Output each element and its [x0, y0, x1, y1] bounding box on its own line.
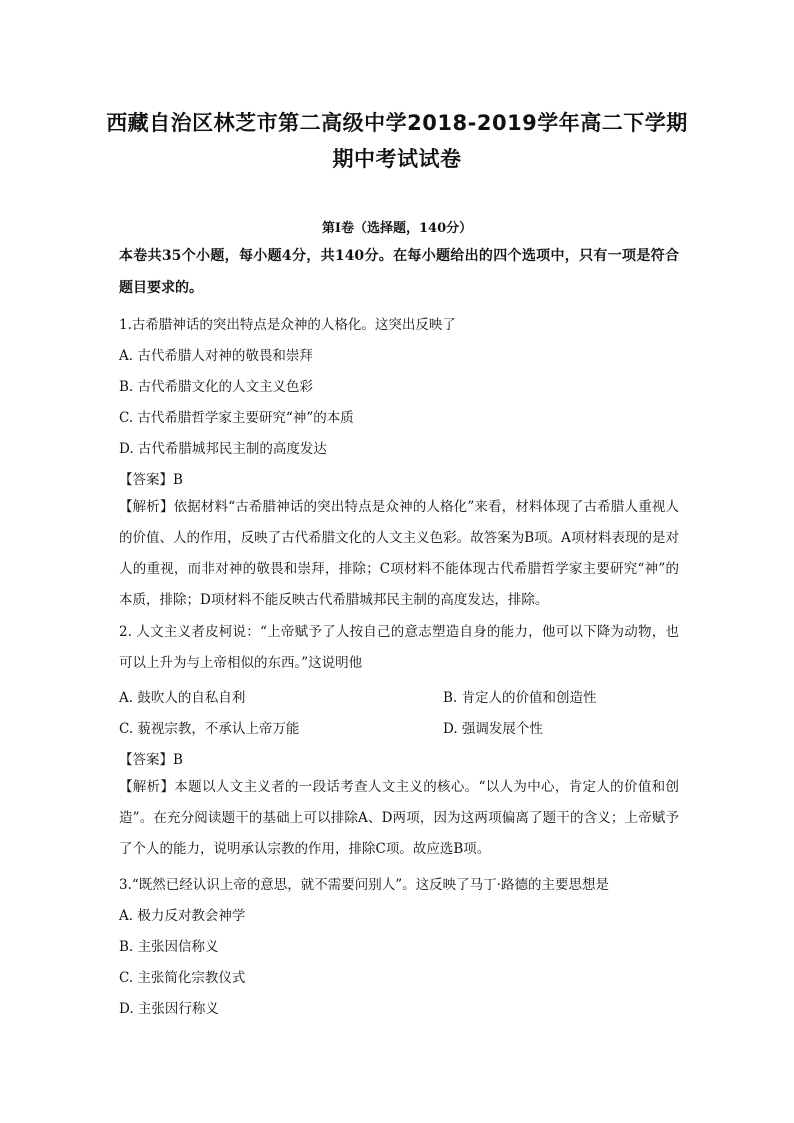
question-1-option-a: A. 古代希腊人对神的敬畏和崇拜: [119, 348, 313, 364]
question-3-option-a: A. 极力反对教会神学: [119, 908, 246, 924]
question-1-answer: 【答案】B: [119, 472, 183, 488]
section-heading: 第Ⅰ卷（选择题，140分）: [321, 221, 473, 236]
question-3-stem: 3.“既然已经认识上帝的意思，就不需要问别人”。这反映了马丁·路德的主要思想是: [119, 877, 609, 893]
question-1-option-d: D. 古代希腊城邦民主制的高度发达: [119, 441, 327, 457]
question-2-option-a: A. 鼓吹人的自私自利: [119, 690, 246, 706]
question-1-option-b: B. 古代希腊文化的人文主义色彩: [119, 379, 314, 395]
question-3-option-d: D. 主张因行称义: [119, 1001, 219, 1017]
question-2-option-c: C. 藐视宗教，不承认上帝万能: [119, 721, 300, 737]
question-2-option-d: D. 强调发展个性: [443, 721, 543, 737]
question-3-option-c: C. 主张简化宗教仪式: [119, 970, 246, 986]
question-3-option-b: B. 主张因信称义: [119, 939, 219, 955]
question-1-stem: 1.古希腊神话的突出特点是众神的人格化。这突出反映了: [119, 317, 456, 333]
question-1-analysis: 【解析】依据材料“古希腊神话的突出特点是众神的人格化”来看，材料体现了古希腊人重视人的价值、人的作用，反映了古代希腊文化的人文主义色彩。故答案为B项。A项材料表现的是对人的重视，而非对神的敬畏和崇拜，排除；C项材料不能体现古代希腊哲学家主要研究“神”的本质，排除；D项材料不能反映古代希腊城邦民主制的高度发达，排除。: [119, 499, 679, 608]
exam-title-line2: 期中考试试卷: [332, 147, 462, 171]
question-1-option-c: C. 古代希腊哲学家主要研究“神”的本质: [119, 410, 354, 426]
question-2-analysis: 【解析】本题以人文主义者的一段话考查人文主义的核心。“以人为中心，肯定人的价值和创造”。在充分阅读题干的基础上可以排除A、D两项，因为这两项偏离了题干的含义；上帝赋予了个人的能力，说明承认宗教的作用，排除C项。故应选B项。: [119, 779, 679, 857]
question-2-answer: 【答案】B: [119, 752, 183, 768]
question-2-stem: 2. 人文主义者皮柯说：“上帝赋予了人按自己的意志塑造自身的能力，他可以下降为动物，也可以上升为与上帝相似的东西。”这说明他: [119, 624, 679, 671]
section-instructions: 本卷共35个小题，每小题4分，共140分。在每小题给出的四个选项中，只有一项是符合题目要求的。: [119, 248, 679, 296]
question-2-option-b: B. 肯定人的价值和创造性: [443, 690, 597, 706]
exam-title-line1: 西藏自治区林芝市第二高级中学2018-2019学年高二下学期: [106, 111, 688, 135]
